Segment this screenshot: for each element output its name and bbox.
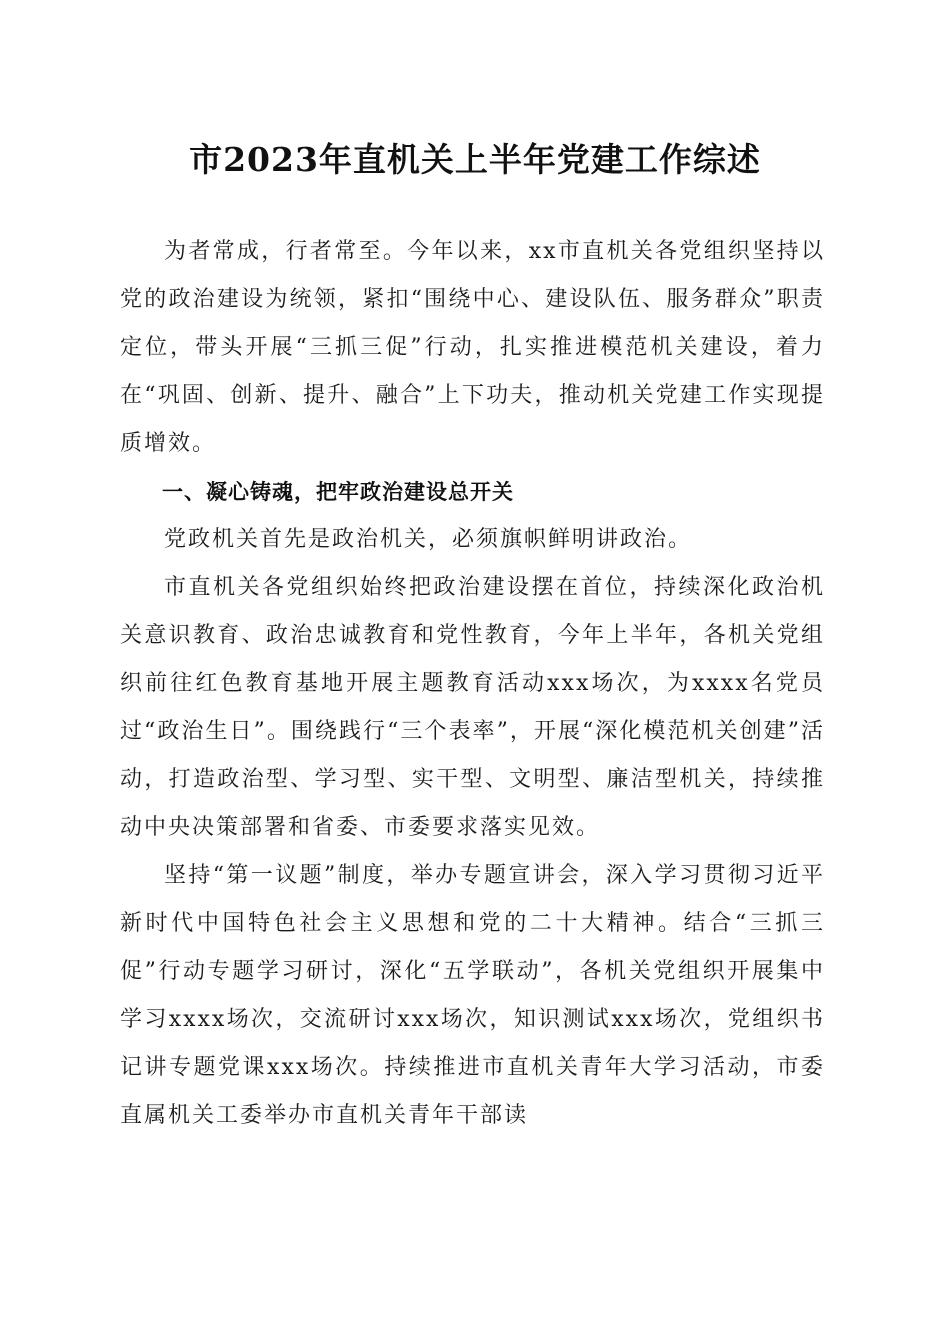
intro-paragraph: 为者常成，行者常至。今年以来，xx市直机关各党组织坚持以党的政治建设为统领，紧扣“围绕中心、建设队伍、服务群众”职责定位，带头开展“三抓三促”行动，扎实推进模范机关建设，着力在“巩固、创新、提升、融合”上下功夫，推动机关党建工作实现提质增效。 — [120, 239, 825, 456]
body-paragraph: 市直机关各党组织始终把政治建设摆在首位，持续深化政治机关意识教育、政治忠诚教育和党性教育，今年上半年，各机关党组织前往红色教育基地开展主题教育活动xxx场次，为xxxx名党员过“政治生日”。围绕践行“三个表率”，开展“深化模范机关创建”活动，打造政治型、学习型、实干型、文明型、廉洁型机关，持续推动中央决策部署和省委、市委要求落实见效。 — [120, 575, 825, 840]
body-paragraph: 党政机关首先是政治机关，必须旗帜鲜明讲政治。 — [164, 527, 693, 552]
document-title: 市2023年直机关上半年党建工作综述 — [189, 140, 761, 179]
body-paragraph: 坚持“第一议题”制度，举办专题宣讲会，深入学习贯彻习近平新时代中国特色社会主义思想和党的二十大精神。结合“三抓三促”行动专题学习研讨，深化“五学联动”，各机关党组织开展集中学习xxxx场次，交流研讨xxx场次，知识测试xxx场次，党组织书记讲专题党课xxx场次。持续推进市直机关青年大学习活动，市委直属机关工委举办市直机关青年干部读 — [120, 863, 825, 1128]
document-body — [120, 228, 825, 1140]
section-heading-1: 一、凝心铸魂，把牢政治建设总开关 — [162, 480, 514, 504]
